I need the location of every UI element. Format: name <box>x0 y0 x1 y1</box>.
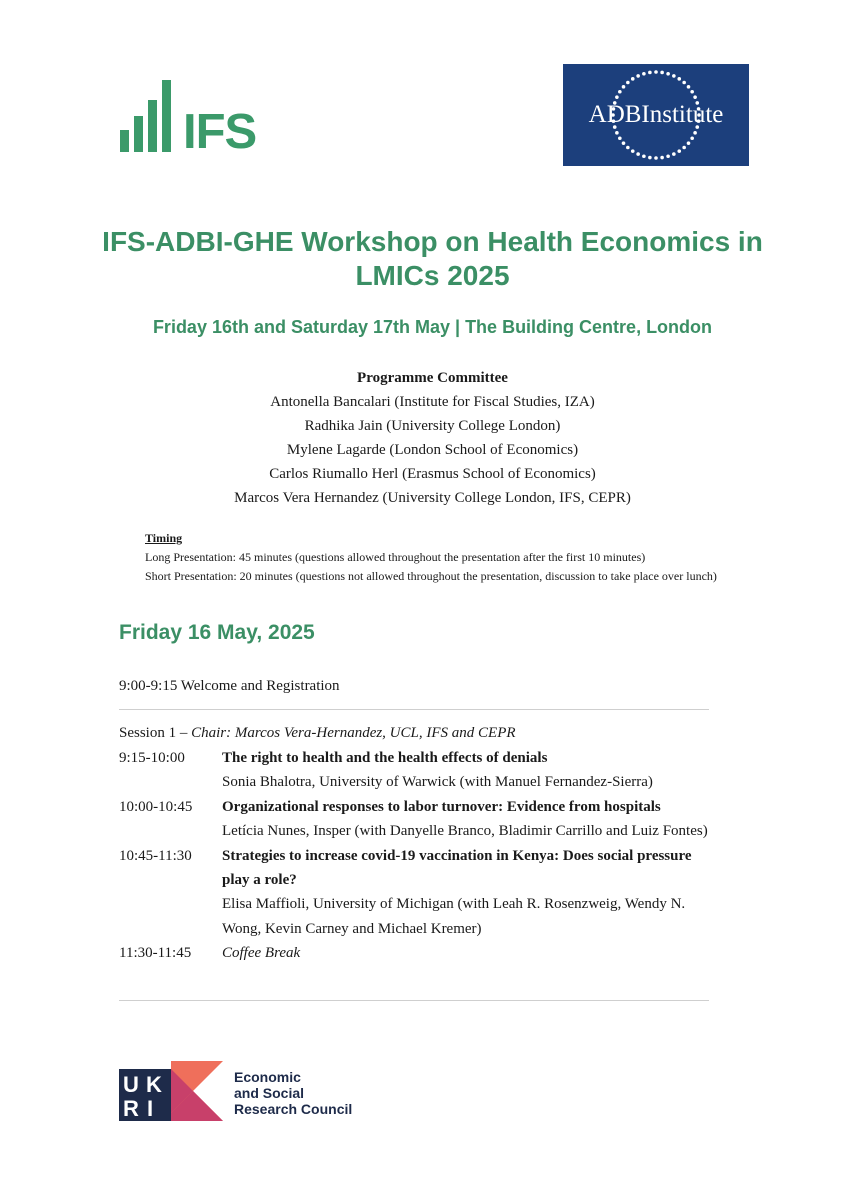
talk-presenter: Sonia Bhalotra, University of Warwick (with Manuel Fernandez-Sierra) <box>222 774 653 791</box>
break-label: Coffee Break <box>222 945 301 962</box>
schedule-time: 9:15-10:00 <box>119 750 185 766</box>
esrc-text <box>234 1069 352 1117</box>
ukri-letter: U <box>123 1072 139 1097</box>
esrc-line: Research Council <box>234 1101 353 1117</box>
ukri-esrc-logo <box>119 1061 359 1123</box>
esrc-line: and Social <box>234 1085 305 1101</box>
schedule <box>119 746 719 966</box>
session-label: Session 1 – <box>119 725 192 741</box>
schedule-row <box>119 844 719 942</box>
timing-short: Short Presentation: 20 minutes (questions not allowed throughout the presentation, discussion to take place over lunch) <box>145 569 717 583</box>
event-subtitle: Friday 16th and Saturday 17th May | The Building Centre, London <box>152 317 713 337</box>
timing-section <box>145 529 745 586</box>
welcome-line: 9:00-9:15 Welcome and Registration <box>119 678 340 694</box>
schedule-time: 10:45-11:30 <box>119 847 192 864</box>
ifs-logo-bar <box>148 100 157 152</box>
day-heading: Friday 16 May, 2025 <box>119 621 315 644</box>
ifs-logo-text: IFS <box>183 105 257 159</box>
ifs-logo-bar <box>134 116 143 152</box>
ifs-logo-bar <box>120 130 129 152</box>
talk-presenter: Letícia Nunes, Insper (with Danyelle Branco, Bladimir Carrillo and Luiz Fontes) <box>222 823 708 840</box>
ukri-mark-icon <box>119 1061 229 1123</box>
schedule-time: 10:00-10:45 <box>119 798 193 815</box>
committee-heading: Programme Committee <box>357 370 508 386</box>
programme-committee <box>60 366 805 510</box>
committee-member: Mylene Lagarde (London School of Economics) <box>286 442 579 458</box>
talk-title: Strategies to increase covid-19 vaccination in Kenya: Does social pressure play a role? <box>222 847 692 889</box>
talk-title: The right to health and the health effects of denials <box>222 750 548 766</box>
ukri-letter: K <box>146 1072 162 1097</box>
schedule-time: 11:30-11:45 <box>119 945 192 962</box>
divider <box>119 1000 709 1001</box>
talk-title: Organizational responses to labor turnover: Evidence from hospitals <box>222 798 661 815</box>
ukri-letter: I <box>147 1096 154 1121</box>
esrc-line: Economic <box>234 1069 301 1085</box>
committee-member: Carlos Riumallo Herl (Erasmus School of Economics) <box>269 466 596 482</box>
committee-member: Antonella Bancalari (Institute for Fiscal Studies, IZA) <box>270 394 595 410</box>
timing-heading: Timing <box>145 531 183 545</box>
ifs-logo-bar <box>162 80 171 152</box>
session-header <box>119 723 516 743</box>
timing-long: Long Presentation: 45 minutes (questions allowed throughout the presentation after the first 10 minutes) <box>145 550 646 564</box>
schedule-row <box>119 941 719 965</box>
schedule-row <box>119 795 719 844</box>
schedule-row <box>119 746 719 795</box>
ukri-letter: R <box>123 1096 139 1121</box>
ifs-logo <box>120 80 257 159</box>
committee-member: Marcos Vera Hernandez (University College London, IFS, CEPR) <box>234 490 631 506</box>
talk-presenter: Elisa Maffioli, University of Michigan (with Leah R. Rosenzweig, Wendy N. Wong, Kevin Carney and Michael Kremer) <box>222 896 686 937</box>
adbi-logo <box>563 64 749 166</box>
divider <box>119 709 709 710</box>
page-title: IFS-ADBI-GHE Workshop on Health Economics in LMICs 2025 <box>102 226 763 291</box>
adbi-logo-text: ADBInstitute <box>588 101 724 128</box>
session-chair: Chair: Marcos Vera-Hernandez, UCL, IFS and CEPR <box>191 725 516 741</box>
committee-member: Radhika Jain (University College London) <box>304 418 561 434</box>
